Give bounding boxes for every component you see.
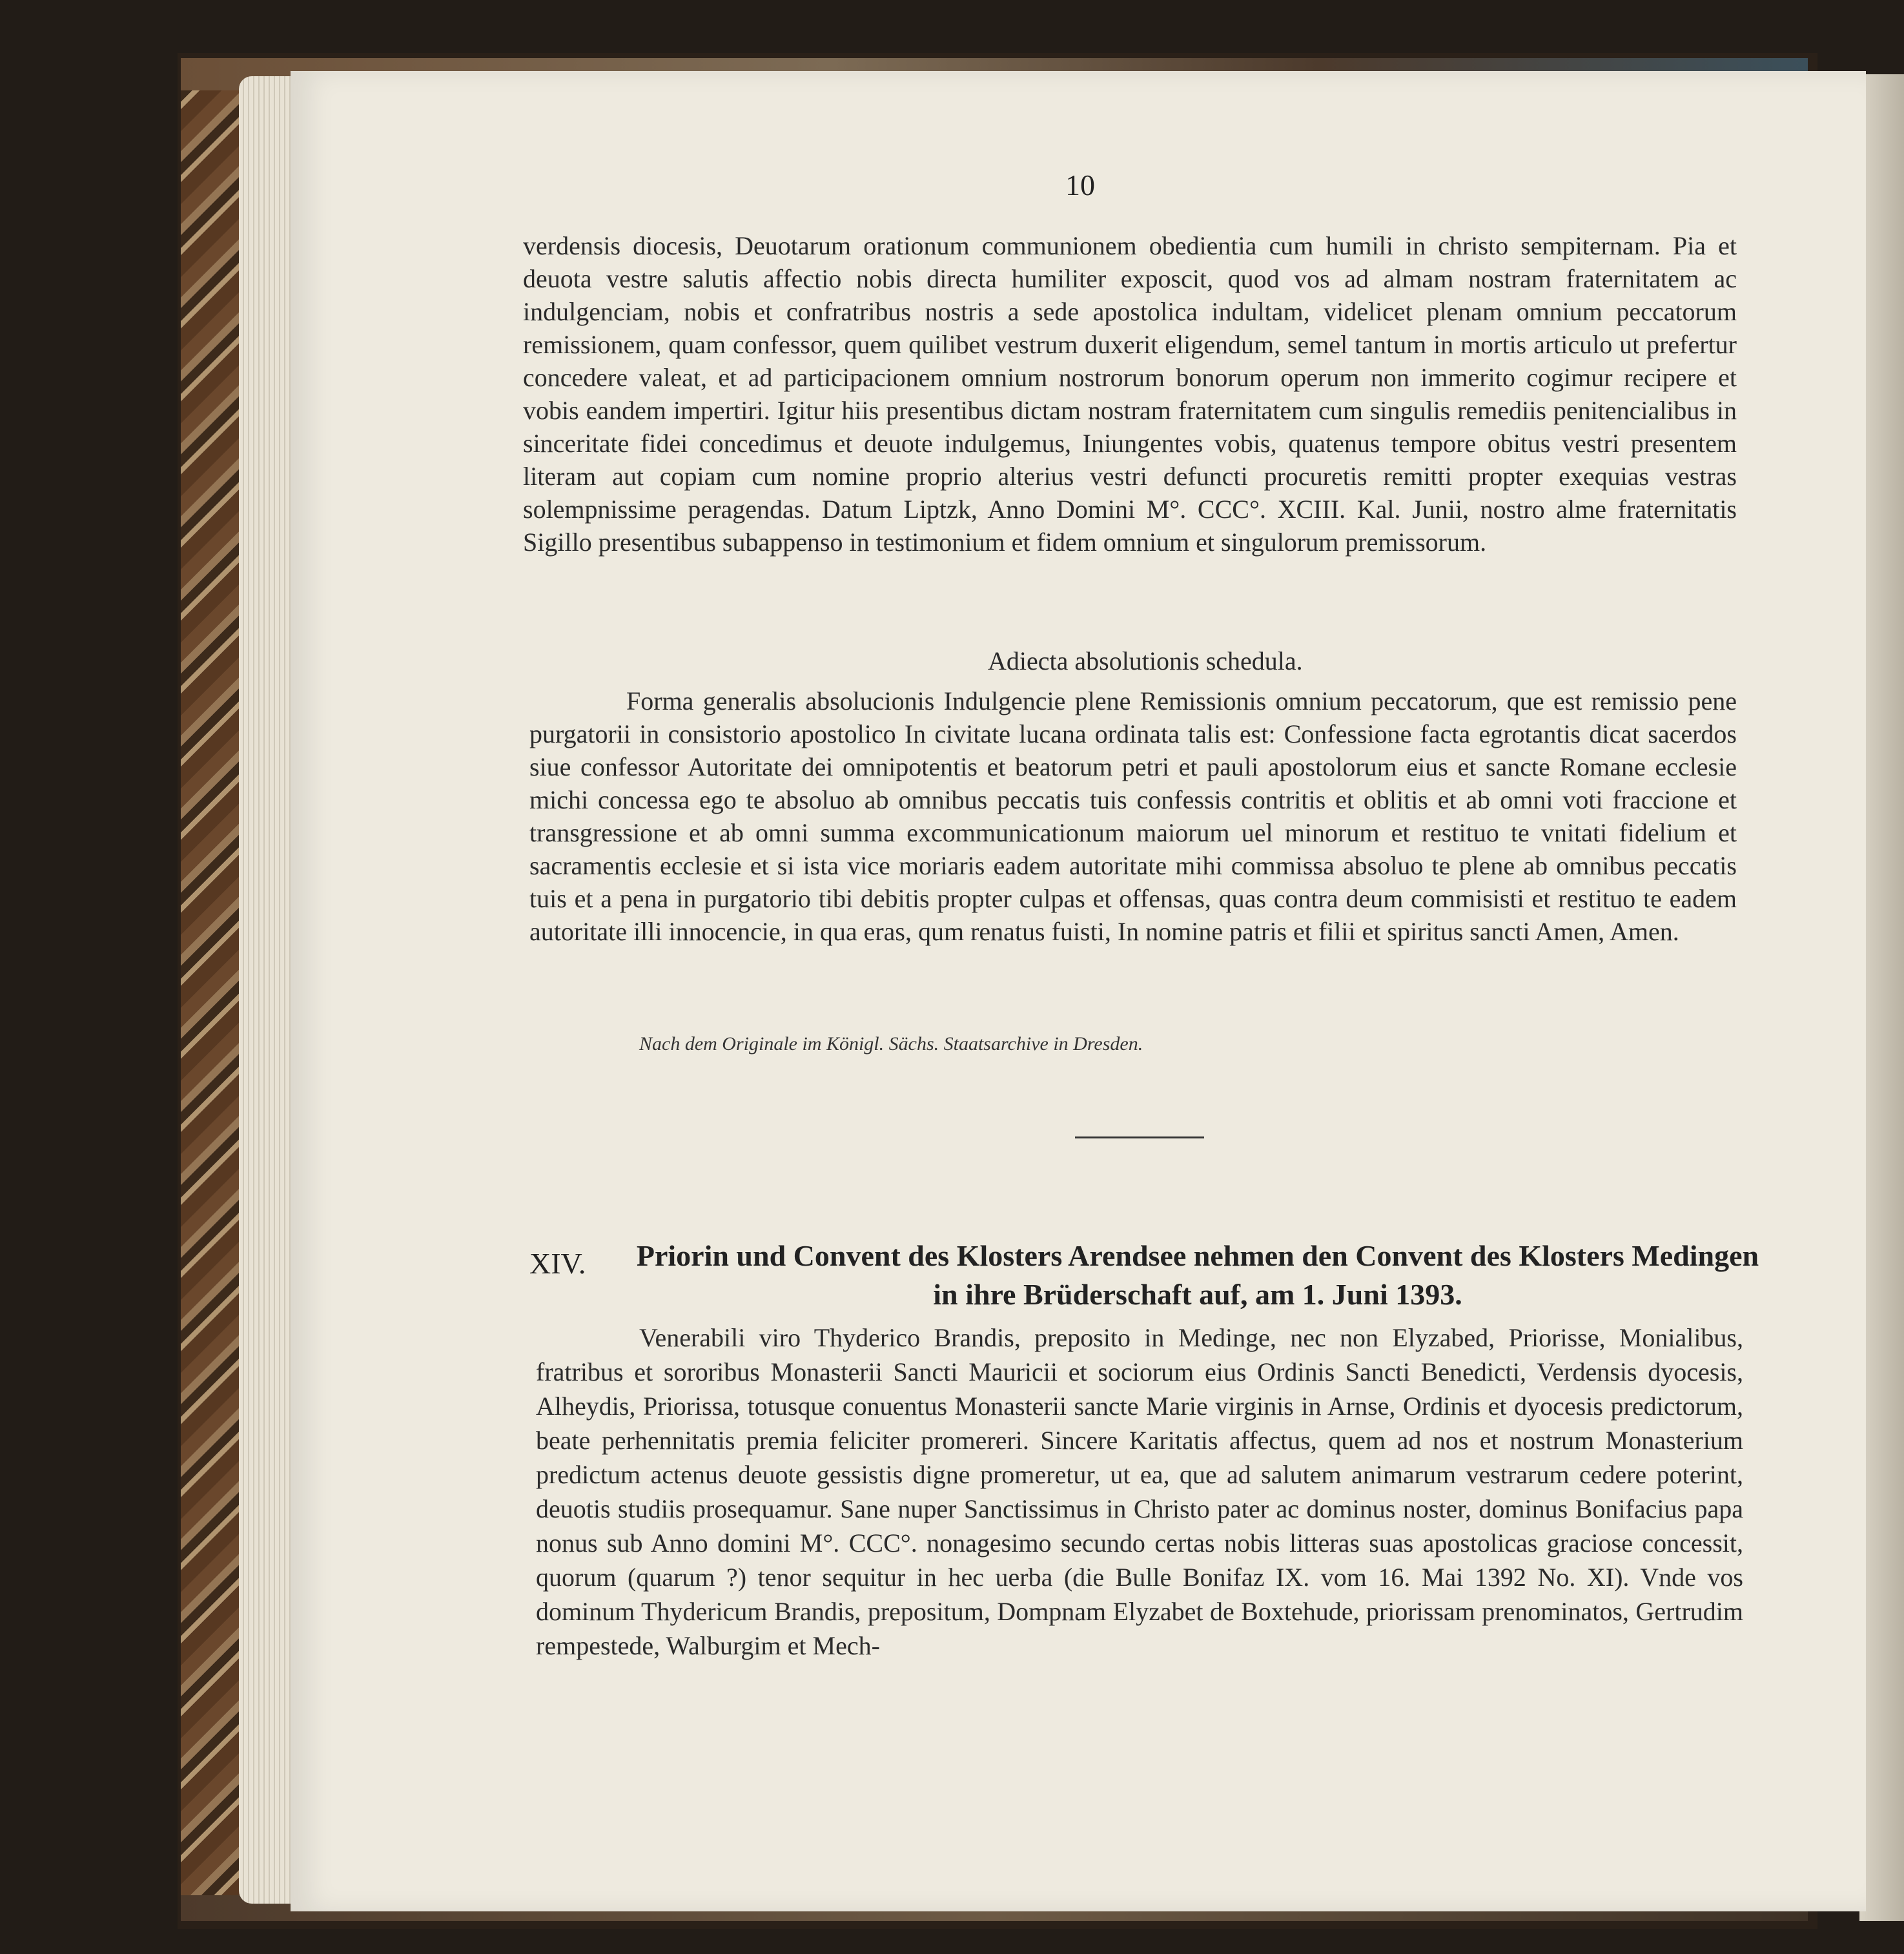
charter-paragraph: Venerabili viro Thyderico Brandis, preposito in Medinge, nec non Elyzabed, Priorisse, Monialibus, fratribus et sororibus Monasterii Sancti Mauricii et sociorum eius Ordinis Sancti Benedicti, Verdensis dyocesis, Alheydis, Priorissa, totusque conuentus Monasterii sancte Marie virginis in Arnse, Ordinis et dyocesis predictorum, beate perhennitatis premia feliciter promereri. Sincere Karitatis affectus, quem ad nos et nostrum Monasterium predictum actenus deuote gessistis digne promeretur, ut ea, que ad salutem animarum vestrarum cedere poterint, deuotis studiis prosequamur. Sane nuper Sanctissimus in Christo pater ac dominus noster, dominus Bonifacius papa nonus sub Anno domini M°. CCC°. nonagesimo secundo certas nobis litteras suas apostolicas graciose concessit, quorum (quarum ?) tenor sequitur in hec uerba (die Bulle Bonifaz IX. vom 16. Mai 1392 No. XI). Vnde vos dominum Thydericum Brandis, prepositum, Dompnam Elyzabet de Boxtehude, priorissam prenominatos, Gertrudim rempestede, Walburgim et Mech-	[536, 1323, 1743, 1660]
section-title-line-1: Priorin und Convent des Klosters Arendsee nehmen den Convent des Klosters Medingen	[636, 1239, 1759, 1272]
subheading: Adiecta absolutionis schedula.	[988, 646, 1303, 675]
letter-paragraph: verdensis diocesis, Deuotarum orationum communionem obedientia cum humili in christo sempiternam. Pia et deuota vestre salutis affectio nobis directa humiliter exposcit, quod vos ad almam nostram fraternitatem ac indulgenciam, nobis et confratribus nostris a sede apostolica indultam, videlicet plenam omnium peccatorum remissionem, quam confessor, quem quilibet vestrum duxerit eligendum, semel tantum in mortis articulo ut prefertur concedere valeat, et ad participacionem omnium nostrorum bonorum operum non immerito cogimur recipere et vobis eandem impertiri. Igitur hiis presentibus dictam nostram fraternitatem cum singulis remediis penitencialibus in sinceritate fidei concedimus et deuote indulgemus, Iniungentes vobis, quatenus tempore obitus vestri presentem literam aut copiam cum nomine proprio alterius vestri defuncti procuretis remitti propter exequias vestras solempnissime peragendas. Datum Liptzk, Anno Domini M°. CCC°. XCIII. Kal. Junii, nostro alme fraternitatis Sigillo presentibus subappenso in testimonium et fidem omnium et singulorum premissorum.	[523, 231, 1737, 557]
section-title-line-2: in ihre Brüderschaft auf, am 1. Juni 1393.	[933, 1278, 1462, 1311]
source-note: Nach dem Originale im Königl. Sächs. Staatsarchive in Dresden.	[639, 1033, 1143, 1054]
section-divider	[1075, 1136, 1204, 1138]
section-number: XIV.	[529, 1247, 586, 1280]
absolution-paragraph: Forma generalis absolucionis Indulgencie plene Remissionis omnium peccatorum, que est remissio pene purgatorii in consistorio apostolico In civitate lucana ordinata talis est: Confessione facta egrotantis dicat sacerdos siue confessor Autoritate dei omnipotentis et beatorum petri et pauli apostolorum eius et sancte Romane ecclesie michi concessa ego te absoluo ab omnibus peccatis tuis confessis contritis et oblitis et ab omni voti fraccione et transgressione et ab omni summa excommunicationum maiorum uel minorum et restituo te vnitati fidelium et sacramentis ecclesie et si ista vice moriaris eadem autoritate mihi commissa absoluo te plene ab omnibus peccatis tuis et a pena in purgatorio tibi debitis propter culpas et offensas, quas contra deum commisisti et restituo te eadem autoritate illi innocencie, in qua eras, qum renatus fuisti, In nomine patris et filii et spiritus sancti Amen, Amen.	[529, 686, 1737, 946]
facing-page-edge	[1859, 74, 1904, 1921]
book-page	[291, 71, 1866, 1911]
section-title	[620, 1237, 1776, 1314]
page-number: 10	[1065, 169, 1095, 201]
